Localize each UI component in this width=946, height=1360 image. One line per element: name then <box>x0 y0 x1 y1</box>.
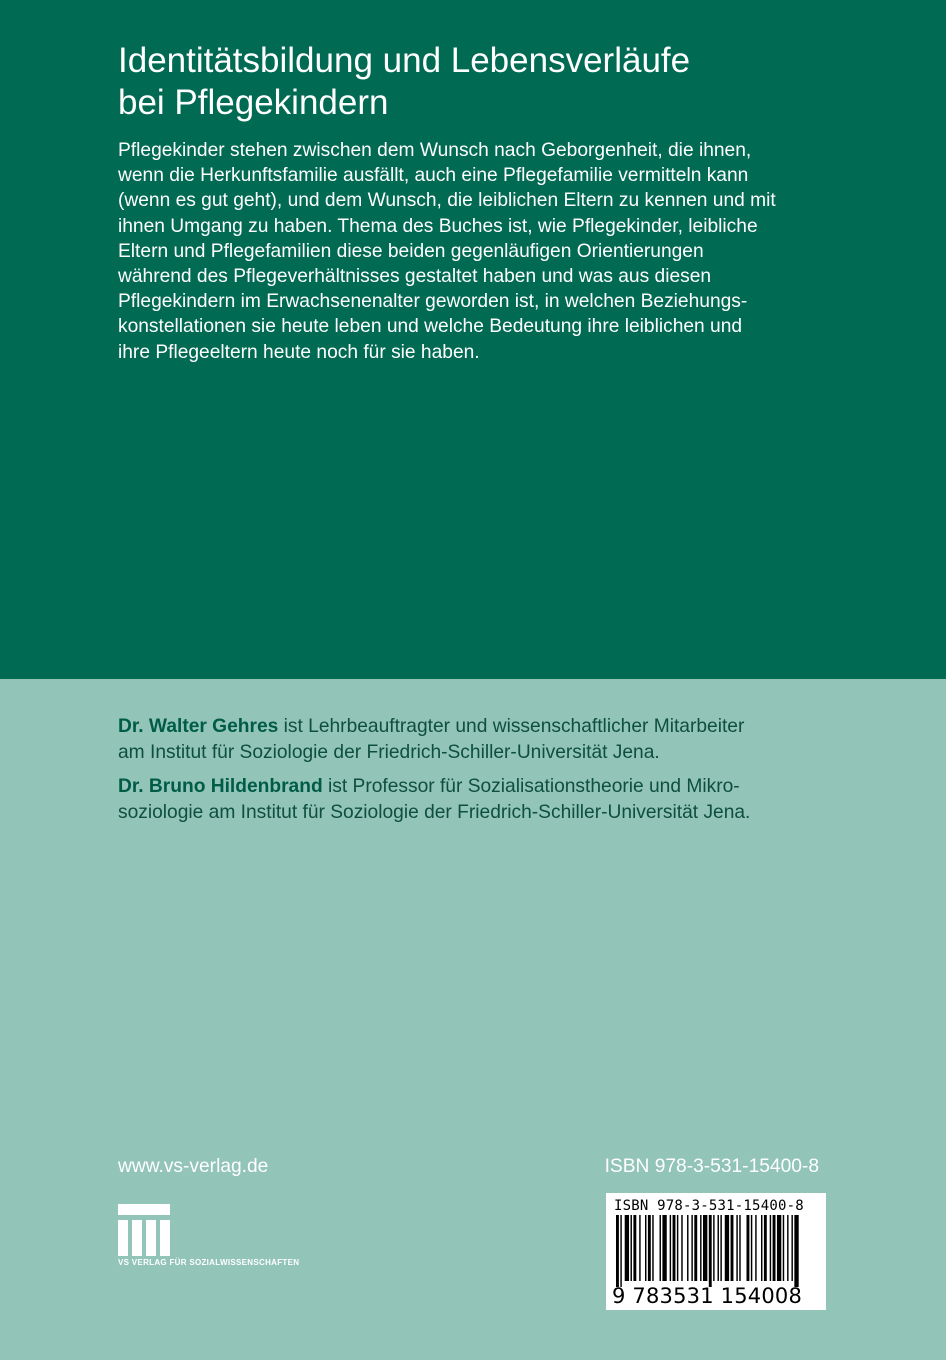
author-bio-line <box>118 774 838 800</box>
author-bio-line: soziologie am Institut für Soziologie der Friedrich-Schiller-Universität Jena. <box>118 802 751 823</box>
book-title <box>118 40 838 124</box>
barcode-bar <box>764 1215 767 1281</box>
publisher-url[interactable]: www.vs-verlag.de <box>118 1156 269 1177</box>
author-bio <box>118 774 838 826</box>
top-panel <box>0 0 946 679</box>
barcode-digits: 9 783531 154008 <box>612 1284 803 1308</box>
vs-verlag-logo-icon <box>118 1204 178 1260</box>
author-name: Dr. Bruno Hildenbrand <box>118 776 323 797</box>
isbn-label: ISBN 978-3-531-15400-8 <box>604 1156 819 1177</box>
blurb-line: während des Pflegeverhältnisses gestaltet haben und was aus diesen <box>118 266 712 288</box>
book-title-line: Identitätsbildung und Lebensverläufe <box>118 41 691 80</box>
barcode-bar <box>662 1215 666 1281</box>
barcode-bar <box>736 1215 737 1281</box>
barcode-bar <box>625 1215 629 1281</box>
barcode-bar <box>670 1215 671 1281</box>
barcode-bar <box>731 1215 734 1281</box>
author-bio-line: am Institut für Soziologie der Friedrich-Schiller-Universität Jena. <box>118 742 660 763</box>
barcode-bar <box>718 1215 719 1281</box>
barcode-bar <box>713 1215 714 1281</box>
blurb-line: ihnen Umgang zu haben. Thema des Buches ist, wie Pflegekinder, leibliche <box>118 215 758 237</box>
author-name: Dr. Walter Gehres <box>118 716 279 737</box>
barcode-bar <box>709 1215 712 1287</box>
logo-caption: VS VERLAG FÜR SOZIALWISSENSCHAFTEN <box>118 1258 300 1267</box>
author-bio-line <box>118 714 838 740</box>
author-bio <box>118 714 838 766</box>
barcode-bar <box>794 1215 798 1287</box>
barcode-bar <box>751 1215 752 1281</box>
barcode-bar <box>677 1215 678 1281</box>
blurb-line: Pflegekindern im Erwachsenenalter geworden ist, in welchen Beziehungs- <box>118 291 748 313</box>
barcode-bar <box>700 1215 701 1281</box>
barcode-bar <box>694 1215 697 1281</box>
barcode-bar <box>673 1215 676 1281</box>
barcode-bar <box>639 1215 640 1281</box>
barcode-bar <box>783 1215 784 1281</box>
author-bio-text: ist Professor für Sozialisationstheorie und Mikro- <box>322 776 740 797</box>
barcode-bar <box>725 1215 729 1281</box>
barcode-bar <box>739 1215 740 1281</box>
barcode-bar <box>787 1215 788 1281</box>
barcode-bar <box>691 1215 692 1281</box>
barcode-bar <box>773 1215 776 1281</box>
author-bio-text: ist Lehrbeauftragter und wissenschaftlicher Mitarbeiter <box>278 716 745 737</box>
barcode-bar <box>620 1215 621 1287</box>
author-bios <box>118 714 838 834</box>
barcode-bar <box>755 1215 756 1281</box>
blurb-line: wenn die Herkunftsfamilie ausfällt, auch eine Pflegefamilie vermitteln kann <box>118 165 749 187</box>
barcode-bar <box>720 1215 721 1281</box>
blurb-line: konstellationen sie heute leben und welche Bedeutung ihre leiblichen und <box>118 316 743 338</box>
barcode-bar <box>777 1215 781 1281</box>
barcode-bar <box>791 1215 792 1281</box>
blurb-line: (wenn es gut geht), und dem Wunsch, die leiblichen Eltern zu kennen und mit <box>118 190 776 212</box>
barcode-bar <box>616 1215 619 1287</box>
barcode-bar <box>687 1215 688 1281</box>
book-blurb <box>118 138 828 365</box>
barcode-bar <box>660 1215 661 1281</box>
barcode-bar <box>681 1215 682 1281</box>
barcode-bar <box>648 1215 651 1281</box>
barcode <box>606 1193 826 1310</box>
blurb-line: Eltern und Pflegefamilien diese beiden gegenläufigen Orientierungen <box>118 240 704 262</box>
book-title-line: bei Pflegekindern <box>118 83 389 122</box>
barcode-bar <box>703 1215 707 1281</box>
barcode-bar <box>761 1215 762 1281</box>
barcode-isbn-text: ISBN 978-3-531-15400-8 <box>614 1198 804 1214</box>
barcode-bar <box>770 1215 771 1281</box>
barcode-bar <box>633 1215 636 1281</box>
barcode-bar <box>747 1215 750 1281</box>
blurb-line: Pflegekinder stehen zwischen dem Wunsch nach Geborgenheit, die ihnen, <box>118 140 752 161</box>
barcode-bar <box>652 1215 653 1281</box>
barcode-bars-icon <box>606 1215 826 1287</box>
barcode-bar <box>645 1215 646 1281</box>
blurb-line: ihre Pflegeeltern heute noch für sie haben. <box>118 341 480 363</box>
barcode-bar <box>631 1215 632 1281</box>
